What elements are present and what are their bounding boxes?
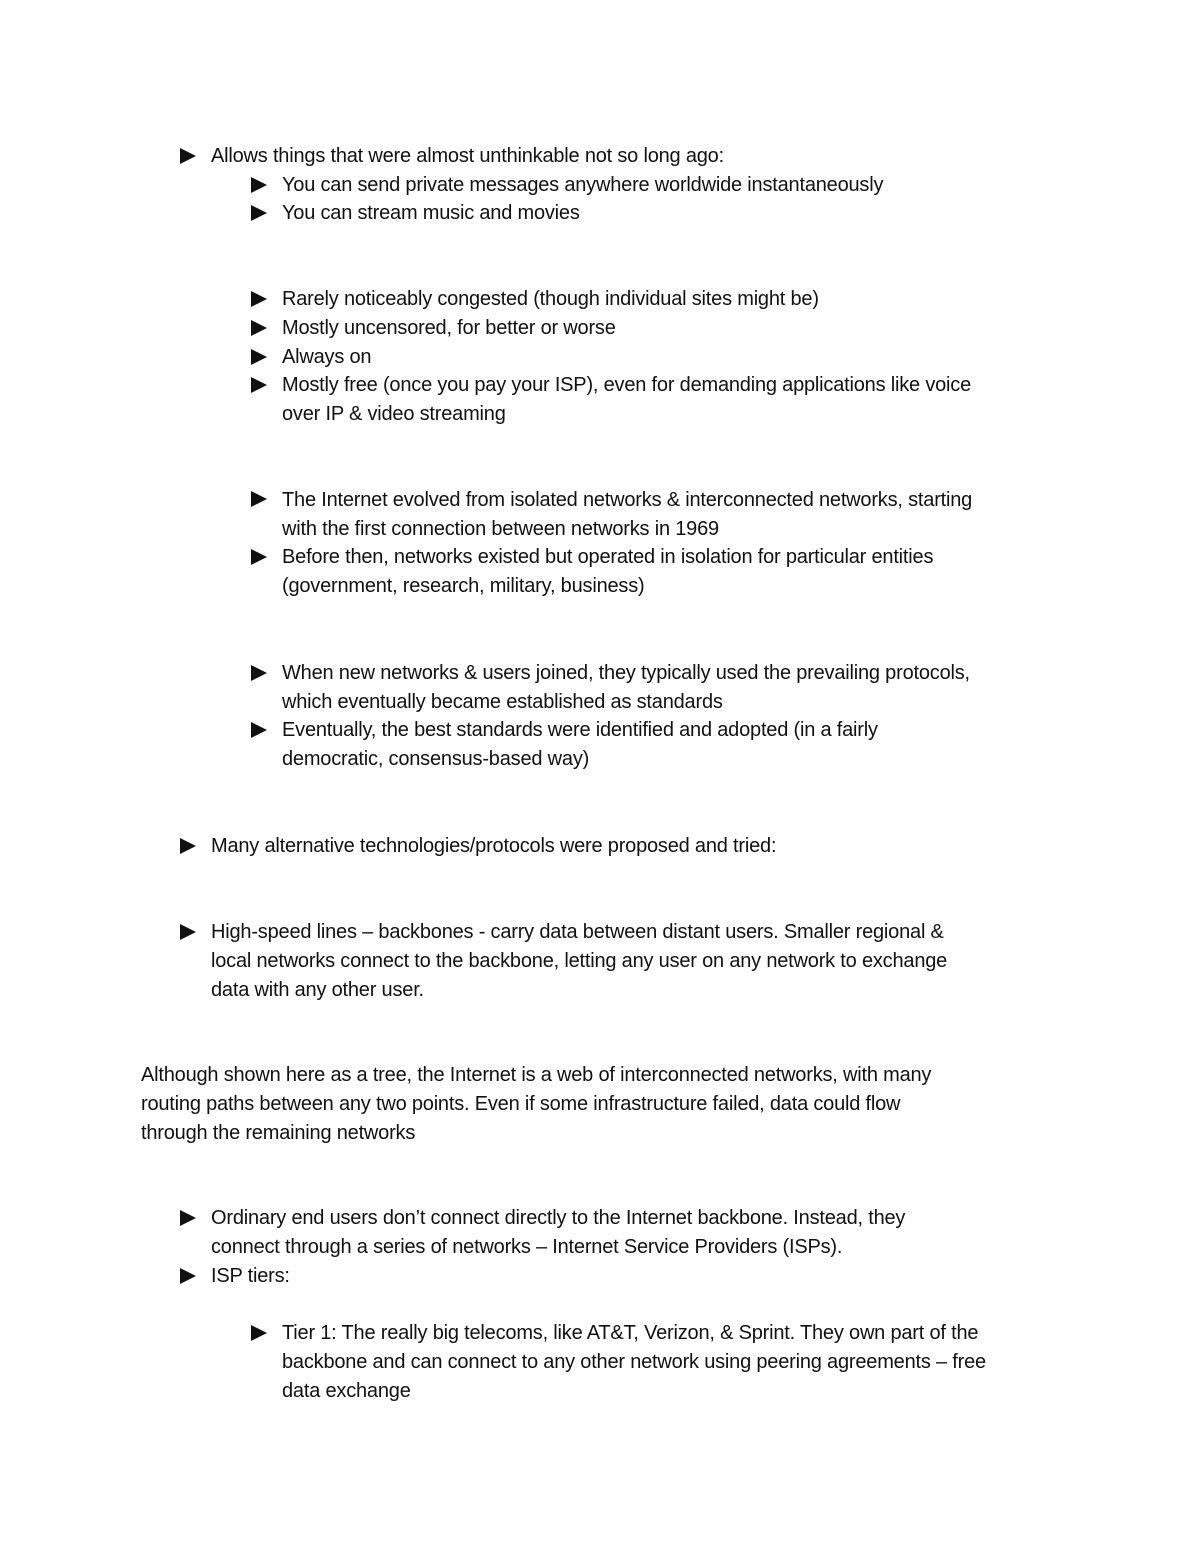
bullet-text-continuation: backbone and can connect to any other network using peering agreements – free xyxy=(282,1351,986,1373)
bullet-text-continuation: which eventually became established as standards xyxy=(282,691,723,713)
bullet-text-continuation: data with any other user. xyxy=(211,979,424,1001)
bullet-text: You can send private messages anywhere worldwide instantaneously xyxy=(282,174,884,196)
right-triangle-bullet-icon xyxy=(251,177,267,193)
right-triangle-bullet-icon xyxy=(251,549,267,565)
bullet-text: Mostly free (once you pay your ISP), even for demanding applications like voice xyxy=(282,374,972,396)
bullet-text: Always on xyxy=(282,346,372,368)
bullet-text: You can stream music and movies xyxy=(282,202,580,224)
right-triangle-bullet-icon xyxy=(180,1268,196,1284)
right-triangle-bullet-icon xyxy=(251,665,267,681)
right-triangle-bullet-icon xyxy=(251,377,267,393)
bullet-text-continuation: connect through a series of networks – Internet Service Providers (ISPs). xyxy=(211,1236,843,1258)
right-triangle-bullet-icon xyxy=(251,320,267,336)
bullet-text-continuation: (government, research, military, business) xyxy=(282,575,645,597)
right-triangle-bullet-icon xyxy=(180,838,196,854)
paragraph-text: Although shown here as a tree, the Internet is a web of interconnected networks, with many xyxy=(141,1064,932,1086)
bullet-text-continuation: local networks connect to the backbone, letting any user on any network to exchange xyxy=(211,950,948,972)
bullet-text: Rarely noticeably congested (though individual sites might be) xyxy=(282,288,819,310)
bullet-text-continuation: with the first connection between networks in 1969 xyxy=(282,518,719,540)
right-triangle-bullet-icon xyxy=(180,148,196,164)
bullet-text: Tier 1: The really big telecoms, like AT&T, Verizon, & Sprint. They own part of the xyxy=(282,1322,979,1344)
bullet-text-continuation: data exchange xyxy=(282,1380,411,1402)
bullet-text: The Internet evolved from isolated networks & interconnected networks, starting xyxy=(282,489,973,511)
bullet-text: Mostly uncensored, for better or worse xyxy=(282,317,616,339)
bullet-text: Before then, networks existed but operated in isolation for particular entities xyxy=(282,546,934,568)
bullet-text: Allows things that were almost unthinkable not so long ago: xyxy=(211,145,724,167)
bullet-text: Eventually, the best standards were identified and adopted (in a fairly xyxy=(282,719,878,741)
paragraph-text: through the remaining networks xyxy=(141,1122,416,1144)
right-triangle-bullet-icon xyxy=(251,1325,267,1341)
bullet-text-continuation: over IP & video streaming xyxy=(282,403,506,425)
right-triangle-bullet-icon xyxy=(251,491,267,507)
right-triangle-bullet-icon xyxy=(251,722,267,738)
bullet-text: Many alternative technologies/protocols were proposed and tried: xyxy=(211,835,777,857)
bullet-text-continuation: democratic, consensus-based way) xyxy=(282,748,590,770)
bullet-text: When new networks & users joined, they typically used the prevailing protocols, xyxy=(282,662,970,684)
right-triangle-bullet-icon xyxy=(251,349,267,365)
bullet-text: Ordinary end users don’t connect directly to the Internet backbone. Instead, they xyxy=(211,1207,906,1229)
right-triangle-bullet-icon xyxy=(180,1210,196,1226)
bullet-text: High-speed lines – backbones - carry data between distant users. Smaller regional & xyxy=(211,921,944,943)
right-triangle-bullet-icon xyxy=(251,291,267,307)
right-triangle-bullet-icon xyxy=(180,924,196,940)
paragraph-text: routing paths between any two points. Even if some infrastructure failed, data could flow xyxy=(141,1093,901,1115)
bullet-text: ISP tiers: xyxy=(211,1265,290,1287)
right-triangle-bullet-icon xyxy=(251,205,267,221)
